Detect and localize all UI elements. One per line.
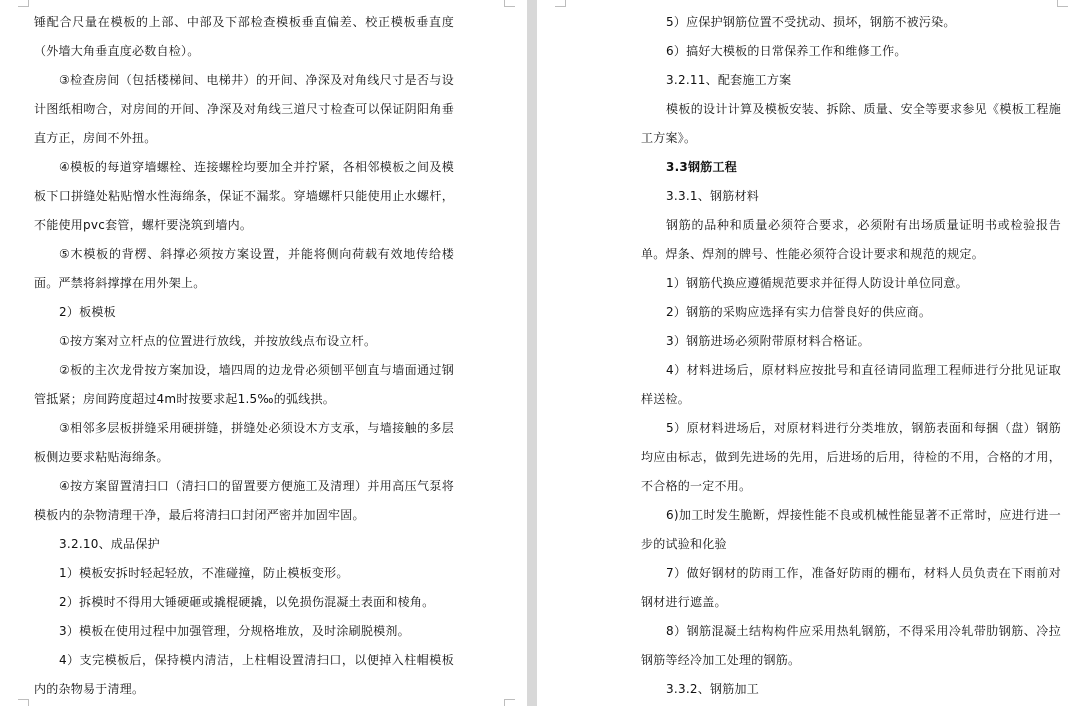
document-page-right — [537, 0, 1080, 706]
paragraph: 钢筋的品种和质量必须符合要求，必须附有出场质量证明书或检验报告单。焊条、焊剂的牌号、性能必须符合设计要求和规范的规定。 — [641, 218, 1061, 261]
section-heading: 3.2.10、成品保护 — [59, 537, 160, 551]
paragraph: ④按方案留置清扫口（清扫口的留置要方便施工及清理）并用高压气泵将模板内的杂物清理干净，最后将清扫口封闭严密并加固牢固。 — [34, 479, 454, 522]
margin-mark-bottom-left — [18, 699, 29, 706]
list-item: 7）做好钢材的防雨工作，准备好防雨的棚布，材料人员负责在下雨前对钢材进行遮盖。 — [641, 566, 1061, 609]
subheading: 2）板模板 — [59, 305, 116, 319]
paragraph: ①按方案对立杆点的位置进行放线，并按放线点布设立杆。 — [59, 334, 377, 348]
page-gap — [527, 0, 537, 706]
list-item: 3）钢筋进场必须附带原材料合格证。 — [666, 334, 870, 348]
list-item: 1）钢筋代换应遵循规范要求并征得人防设计单位同意。 — [666, 276, 968, 290]
paragraph: ③检查房间（包括楼梯间、电梯井）的开间、净深及对角线尺寸是否与设计图纸相吻合，对房间的开间、净深及对角线三道尺寸检查可以保证阴阳角垂直方正，房间不外扭。 — [34, 73, 454, 145]
paragraph: ⑤木模板的背楞、斜撑必须按方案设置，并能将侧向荷载有效地传给楼面。严禁将斜撑撑在用外架上。 — [34, 247, 454, 290]
margin-mark-bottom-right — [504, 699, 515, 706]
margin-mark-top-right — [1057, 0, 1068, 7]
margin-mark-top-right — [504, 0, 515, 7]
document-page-left — [0, 0, 527, 706]
list-item: 8）钢筋混凝土结构构件应采用热轧钢筋，不得采用冷轧带肋钢筋、冷拉钢筋等经冷加工处理的钢筋。 — [641, 624, 1061, 667]
paragraph: 模板的设计计算及模板安装、拆除、质量、安全等要求参见《模板工程施工方案》。 — [641, 102, 1061, 145]
list-item: 5）应保护钢筋位置不受扰动、损坏，钢筋不被污染。 — [666, 15, 956, 29]
list-item: 3）模板在使用过程中加强管理，分规格堆放，及时涂刷脱模剂。 — [59, 624, 410, 638]
list-item: 6)加工时发生脆断，焊接性能不良或机械性能显著不正常时，应进行进一步的试验和化验 — [641, 508, 1061, 551]
section-heading: 3.3.1、钢筋材料 — [666, 189, 760, 203]
list-item: 4）材料进场后，原材料应按批号和直径请同监理工程师进行分批见证取样送检。 — [641, 363, 1061, 406]
list-item: 1）模板安拆时轻起轻放，不准碰撞，防止模板变形。 — [59, 566, 349, 580]
paragraph: 锤配合尺量在模板的上部、中部及下部检查模板垂直偏差、校正模板垂直度（外墙大角垂直度必数自检）。 — [34, 15, 454, 58]
list-item: 2）钢筋的采购应选择有实力信誉良好的供应商。 — [666, 305, 932, 319]
list-item: 6）搞好大模板的日常保养工作和维修工作。 — [666, 44, 907, 58]
page-body — [641, 8, 1061, 704]
margin-mark-top-left — [18, 0, 29, 7]
paragraph: ④模板的每道穿墙螺栓、连接螺栓均要加全并拧紧，各相邻模板之间及模板下口拼缝处粘贴憎水性海绵条，保证不漏浆。穿墙螺杆只能使用止水螺杆，不能使用pvc套管，螺杆要浇筑到墙内。 — [34, 160, 454, 232]
paragraph: ③相邻多层板拼缝采用硬拼缝，拼缝处必须设木方支承，与墙接触的多层板侧边要求粘贴海绵条。 — [34, 421, 454, 464]
list-item: 2）拆模时不得用大锤硬砸或撬棍硬撬，以免损伤混凝土表面和棱角。 — [59, 595, 435, 609]
paragraph: ②板的主次龙骨按方案加设，墙四周的边龙骨必须刨平刨直与墙面通过钢管抵紧；房间跨度超过4m时按要求起1.5‰的弧线拱。 — [34, 363, 454, 406]
section-heading: 3.3.2、钢筋加工 — [666, 682, 760, 696]
list-item: 4）支完模板后，保持模内清洁，上柱帽设置清扫口，以便掉入柱帽模板内的杂物易于清理。 — [34, 653, 454, 696]
margin-mark-top-left — [555, 0, 566, 7]
section-heading: 3.2.11、配套施工方案 — [666, 73, 792, 87]
list-item: 5）原材料进场后，对原材料进行分类堆放，钢筋表面和每捆（盘）钢筋均应由标志，做到先进场的先用，后进场的后用，待检的不用，合格的才用，不合格的一定不用。 — [641, 421, 1061, 493]
page-body — [34, 8, 454, 704]
chapter-heading: 3.3钢筋工程 — [666, 160, 738, 174]
